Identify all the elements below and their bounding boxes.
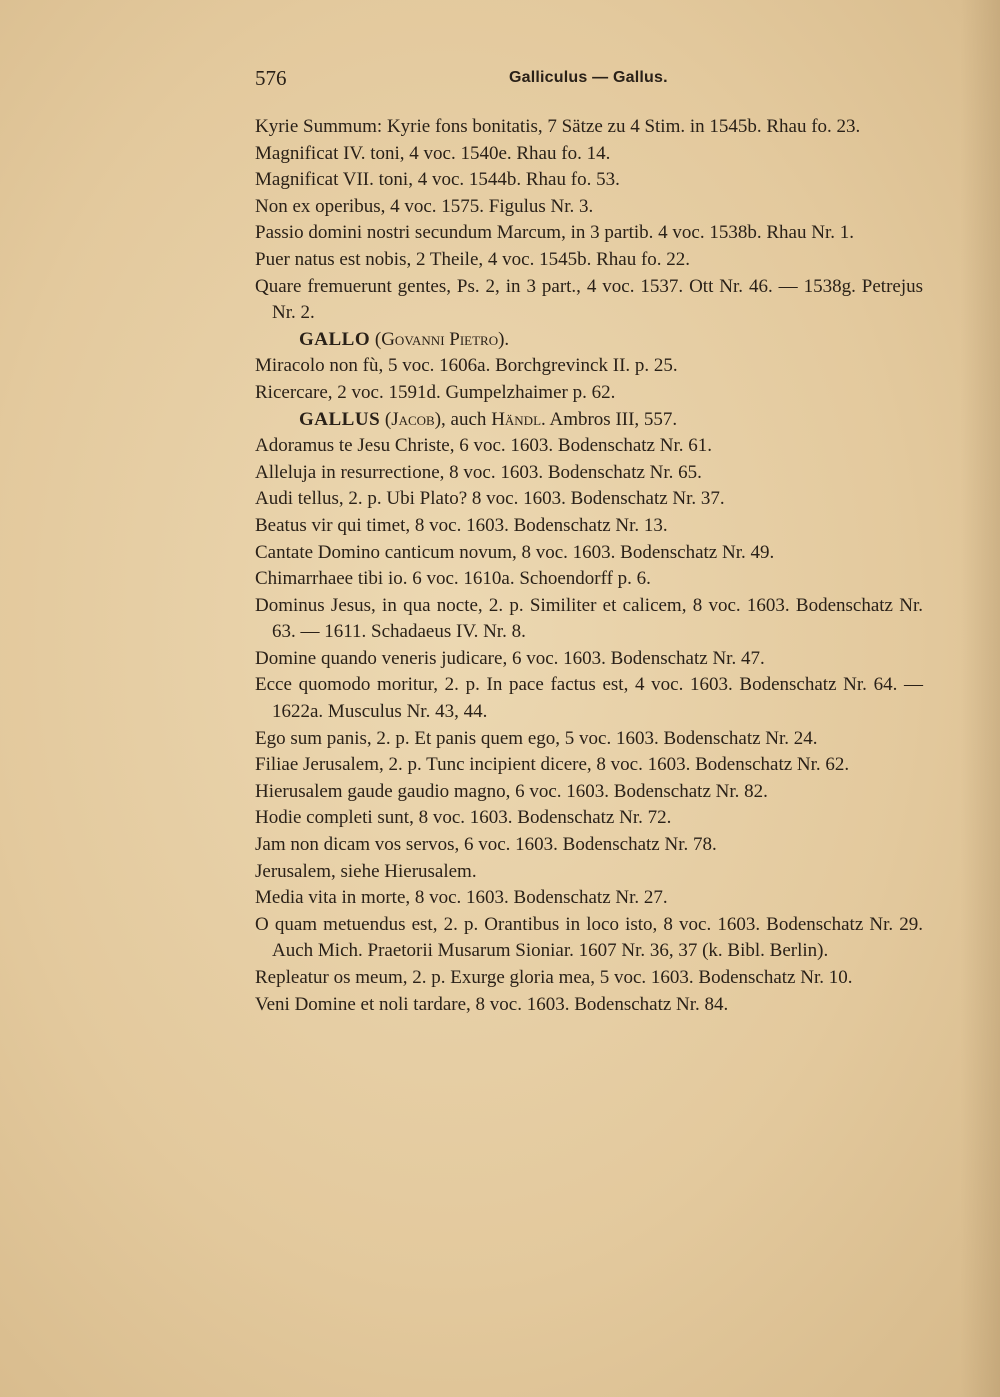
heading-text-close: . Ambros III, 557.	[541, 408, 678, 430]
list-item: Kyrie Summum: Kyrie fons bonitatis, 7 Sätze zu 4 Stim. in 1545b. Rhau fo. 23.	[255, 116, 861, 137]
list-item: Quare fremuerunt gentes, Ps. 2, in 3 part., 4 voc. 1537. Ott Nr. 46. — 1538g. Petrejus Nr. 2.	[255, 275, 923, 324]
heading-punct-open: (	[370, 328, 382, 350]
list-item: O quam metuendus est, 2. p. Orantibus in loco isto, 8 voc. 1603. Bodenschatz Nr. 29. Auch Mich. Praetorii Musarum Sioniar. 1607 Nr. 36, 37 (k. Bibl. Berlin).	[255, 913, 923, 962]
composer-given-name: Govanni Pietro	[381, 328, 499, 350]
list-item: Jam non dicam vos servos, 6 voc. 1603. Bodenschatz Nr. 78.	[255, 834, 717, 856]
composer-name: GALLO	[299, 328, 371, 350]
heading-punct-close: ).	[498, 328, 510, 350]
list-item: Magnificat VII. toni, 4 voc. 1544b. Rhau fo. 53.	[255, 169, 620, 191]
list-item: Hodie completi sunt, 8 voc. 1603. Bodenschatz Nr. 72.	[255, 807, 672, 829]
entry-list-gallus	[255, 433, 923, 1018]
composer-alias: Händl	[491, 408, 542, 430]
list-item: Cantate Domino canticum novum, 8 voc. 1603. Bodenschatz Nr. 49.	[255, 541, 775, 563]
composer-heading-gallo	[255, 327, 923, 354]
page-edge-shadow	[960, 0, 1000, 1397]
list-item: Media vita in morte, 8 voc. 1603. Bodenschatz Nr. 27.	[255, 887, 668, 909]
page-body	[255, 114, 923, 1018]
composer-name: GALLUS	[299, 408, 381, 430]
list-item: Audi tellus, 2. p. Ubi Plato? 8 voc. 1603. Bodenschatz Nr. 37.	[255, 488, 725, 510]
list-item: Repleatur os meum, 2. p. Exurge gloria mea, 5 voc. 1603. Bodenschatz Nr. 10.	[255, 967, 853, 988]
list-item: Miracolo non fù, 5 voc. 1606a. Borchgrevinck II. p. 25.	[255, 355, 678, 377]
list-item: Alleluja in resurrectione, 8 voc. 1603. Bodenschatz Nr. 65.	[255, 461, 702, 483]
list-item: Filiae Jerusalem, 2. p. Tunc incipient dicere, 8 voc. 1603. Bodenschatz Nr. 62.	[255, 754, 850, 776]
heading-punct-open: (	[380, 408, 392, 430]
composer-heading-gallus	[255, 407, 923, 434]
list-item: Hierusalem gaude gaudio magno, 6 voc. 1603. Bodenschatz Nr. 82.	[255, 780, 768, 802]
list-item: Veni Domine et noli tardare, 8 voc. 1603. Bodenschatz Nr. 84.	[255, 993, 729, 1015]
list-item: Jerusalem, siehe Hierusalem.	[255, 860, 477, 882]
entry-list-gallo	[255, 353, 923, 406]
entry-list-galliculus	[255, 114, 923, 327]
list-item: Adoramus te Jesu Christe, 6 voc. 1603. Bodenschatz Nr. 61.	[255, 435, 712, 457]
list-item: Ricercare, 2 voc. 1591d. Gumpelzhaimer p. 62.	[255, 381, 616, 403]
heading-text-mid: ), auch	[434, 408, 492, 430]
page-number: 576	[255, 66, 287, 90]
running-title: Galliculus — Gallus.	[509, 69, 668, 86]
list-item: Non ex operibus, 4 voc. 1575. Figulus Nr. 3.	[255, 195, 594, 217]
list-item: Chimarrhaee tibi io. 6 voc. 1610a. Schoendorff p. 6.	[255, 568, 651, 590]
list-item: Passio domini nostri secundum Marcum, in 3 partib. 4 voc. 1538b. Rhau Nr. 1.	[255, 222, 854, 244]
list-item: Dominus Jesus, in qua nocte, 2. p. Similiter et calicem, 8 voc. 1603. Bodenschatz Nr. 63. — 1611. Schadaeus IV. Nr. 8.	[255, 594, 923, 643]
list-item: Magnificat IV. toni, 4 voc. 1540e. Rhau fo. 14.	[255, 142, 611, 164]
list-item: Domine quando veneris judicare, 6 voc. 1603. Bodenschatz Nr. 47.	[255, 647, 765, 669]
composer-given-name: Jacob	[391, 408, 435, 430]
page-header	[255, 66, 920, 96]
list-item: Ego sum panis, 2. p. Et panis quem ego, 5 voc. 1603. Bodenschatz Nr. 24.	[255, 727, 818, 749]
list-item: Beatus vir qui timet, 8 voc. 1603. Bodenschatz Nr. 13.	[255, 514, 668, 536]
list-item: Puer natus est nobis, 2 Theile, 4 voc. 1545b. Rhau fo. 22.	[255, 248, 691, 270]
list-item: Ecce quomodo moritur, 2. p. In pace factus est, 4 voc. 1603. Bodenschatz Nr. 64. — 1622a. Musculus Nr. 43, 44.	[255, 674, 923, 723]
